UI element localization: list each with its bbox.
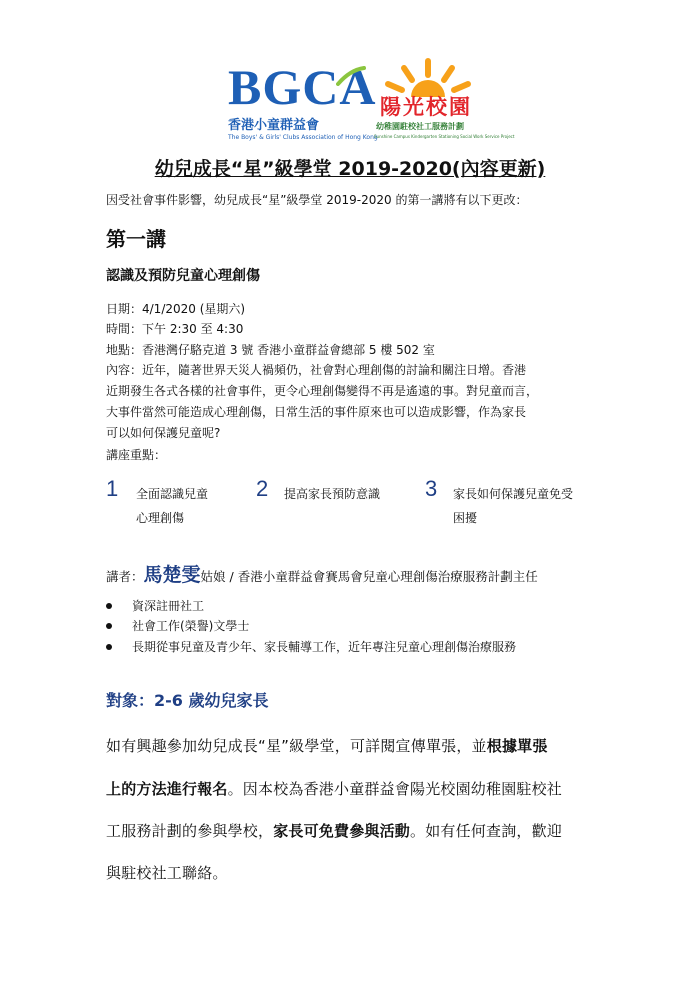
credential-item: 社會工作(榮譽)文學士 [106, 617, 249, 634]
sunshine-logo-subtitle: 幼稚園駐校社工服務計劃 [376, 122, 464, 131]
sunshine-campus-logo [372, 57, 515, 147]
highlights-label: 講座重點： [106, 448, 167, 462]
content-line: 內容：近年，隨著世界天災人禍頻仍，社會對心理創傷的討論和關注日增。香港 [106, 363, 527, 377]
lecture-heading: 第一講 [106, 227, 166, 251]
point-text: 心理創傷 [136, 511, 185, 525]
bgca-logo-english: The Boys' & Girls' Clubs Association of Hong Kong [228, 134, 378, 141]
closing-line: 上的方法進行報名。因本校為香港小童群益會陽光校園幼稚園駐校社 [106, 780, 563, 798]
bullet-icon [106, 644, 112, 650]
bgca-logo-chinese: 香港小童群益會 [228, 118, 320, 133]
bgca-swoosh-icon [336, 66, 366, 86]
closing-line: 如有興趣參加幼兒成長“星”級學堂，可詳閱宣傳單張，並根據單張 [106, 737, 548, 755]
venue-line: 地點：香港灣仔駱克道 3 號 香港小童群益會總部 5 樓 502 室 [106, 343, 435, 357]
date-line: 日期：4/1/2020 (星期六) [106, 302, 246, 316]
audience-heading: 對象：2-6 歲幼兒家長 [106, 691, 269, 710]
sunshine-logo-title: 陽光校園 [380, 95, 472, 119]
point-text: 困擾 [453, 511, 478, 525]
credential-item: 資深註冊社工 [106, 597, 204, 614]
point-number: 2 [256, 476, 269, 501]
content-line: 大事件當然可能造成心理創傷，日常生活的事件原來也可以造成影響，作為家長 [106, 405, 527, 419]
content-line: 可以如何保護兒童呢? [106, 426, 221, 440]
content-line: 近期發生各式各樣的社會事件，更令心理創傷變得不再是遙遠的事。對兒童而言， [106, 384, 539, 398]
point-number: 3 [425, 476, 438, 501]
point-number: 1 [106, 476, 119, 501]
point-text: 提高家長預防意識 [284, 487, 381, 501]
bullet-icon [106, 603, 112, 609]
topic-heading: 認識及預防兒童心理創傷 [106, 268, 260, 284]
time-line: 時間：下午 2:30 至 4:30 [106, 322, 244, 336]
document-title: 幼兒成長“星”級學堂 2019-2020(內容更新) [154, 158, 546, 180]
closing-line: 工服務計劃的參與學校，家長可免費參與活動。如有任何查詢，歡迎 [106, 822, 563, 840]
point-text: 家長如何保護兒童免受 [453, 487, 574, 501]
point-text: 全面認識兒童 [136, 487, 209, 501]
speaker-title: 姑娘 / 香港小童群益會賽馬會兒童心理創傷治療服務計劃主任 [200, 569, 538, 584]
bgca-logo-word: BGCA [228, 59, 377, 115]
sunshine-logo-english: Sunshine Campus Kindergarten Stationing Social Work Service Project [374, 134, 515, 139]
bullet-icon [106, 623, 112, 629]
speaker-label: 講者： [106, 569, 144, 584]
closing-line: 與駐校社工聯絡。 [106, 864, 228, 882]
credential-item: 長期從事兒童及青少年、家長輔導工作，近年專注兒童心理創傷治療服務 [106, 638, 516, 655]
speaker-name: 馬楚雯 [143, 564, 201, 586]
speaker-line [106, 560, 538, 587]
intro-text: 因受社會事件影響，幼兒成長“星”級學堂 2019-2020 的第一講將有以下更改： [106, 193, 528, 207]
